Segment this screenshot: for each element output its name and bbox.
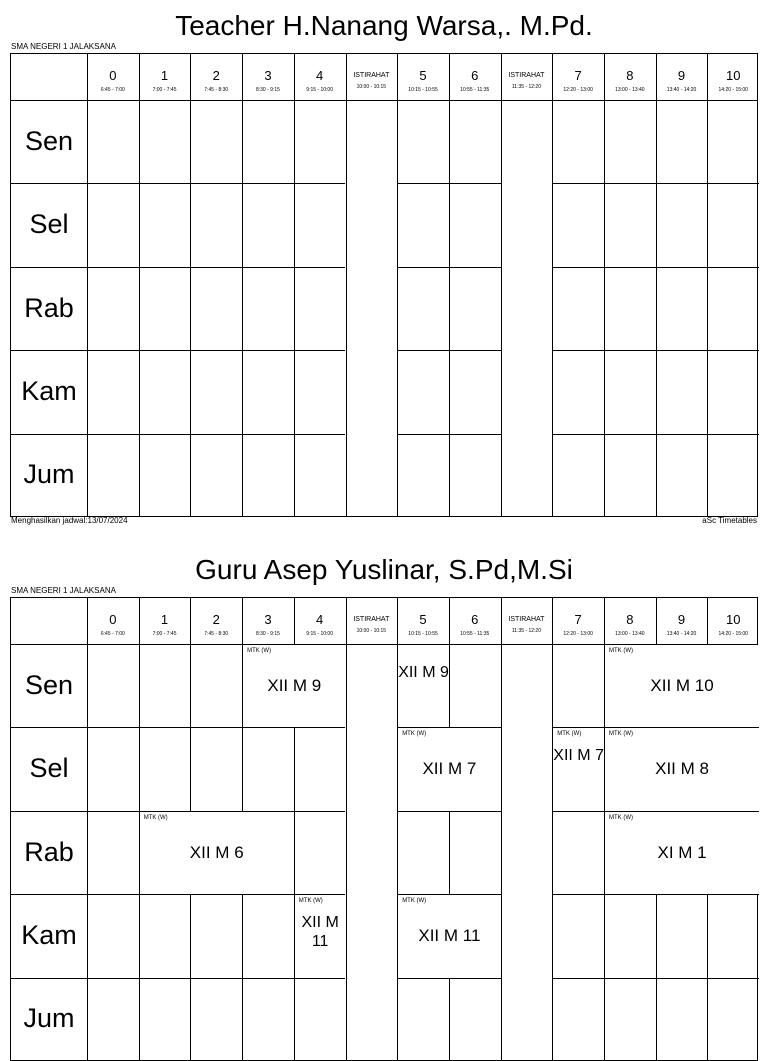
column-divider — [449, 54, 450, 516]
lesson-cell[interactable] — [553, 728, 604, 810]
day-label: Rab — [24, 292, 74, 323]
period-number: 1 — [160, 612, 169, 627]
period-time: 13:00 - 13:40 — [615, 631, 645, 637]
row-divider — [707, 894, 759, 895]
row-divider — [11, 727, 87, 728]
row-divider — [242, 894, 294, 895]
row-divider — [707, 434, 759, 435]
row-divider — [242, 727, 294, 728]
row-divider — [87, 811, 139, 812]
period-time: 6:45 - 7:00 — [100, 631, 125, 637]
period-header — [501, 598, 553, 644]
period-time: 8:30 - 9:15 — [255, 631, 280, 637]
period-header — [87, 54, 139, 100]
row-divider — [87, 894, 139, 895]
period-header — [139, 54, 191, 100]
lesson-subject: MTK (W) — [609, 648, 633, 654]
period-time: 10:55 - 11:35 — [460, 631, 490, 637]
timetable-grid — [10, 597, 758, 1061]
period-header — [449, 598, 501, 644]
lesson-cell[interactable] — [140, 812, 294, 894]
lesson-cell[interactable] — [295, 895, 346, 977]
row-divider — [397, 350, 449, 351]
column-divider — [501, 54, 502, 516]
period-time: 10:15 - 10:55 — [408, 87, 438, 93]
row-divider — [190, 727, 242, 728]
period-header — [604, 598, 656, 644]
column-divider — [87, 54, 88, 516]
period-header — [656, 54, 708, 100]
row-divider — [294, 350, 346, 351]
period-number: 6 — [471, 68, 479, 83]
period-header — [294, 54, 346, 100]
period-header — [190, 54, 242, 100]
period-header — [707, 598, 759, 644]
lesson-subject: MTK (W) — [143, 814, 168, 821]
period-time: 8:30 - 9:15 — [255, 87, 280, 93]
period-header — [707, 54, 759, 100]
period-number: 2 — [212, 68, 220, 83]
period-time: 12:20 - 13:00 — [563, 631, 593, 637]
row-divider — [552, 183, 604, 184]
row-divider — [139, 894, 191, 895]
period-header — [397, 598, 449, 644]
column-divider — [449, 598, 450, 1060]
row-divider — [449, 434, 501, 435]
school-name: SMA NEGERI 1 JALAKSANA — [11, 42, 116, 51]
period-header — [397, 54, 449, 100]
row-divider — [397, 434, 449, 435]
row-divider — [294, 727, 346, 728]
lesson-subject: MTK (W) — [247, 648, 272, 654]
row-divider — [139, 727, 191, 728]
header-divider — [11, 100, 757, 101]
day-label: Kam — [21, 375, 77, 406]
column-divider — [346, 598, 347, 1060]
row-divider — [397, 811, 449, 812]
period-time: 13:40 - 14:20 — [666, 87, 697, 93]
day-label: Sen — [24, 125, 74, 156]
row-divider — [449, 978, 501, 979]
period-number: ISTIRAHAT — [508, 72, 545, 79]
row-divider — [87, 267, 139, 268]
row-divider — [87, 727, 139, 728]
row-divider — [707, 267, 759, 268]
period-number: 9 — [677, 68, 686, 83]
day-label: Sel — [29, 209, 69, 240]
row-divider — [397, 267, 449, 268]
row-divider — [449, 183, 501, 184]
row-divider — [604, 978, 656, 979]
row-divider — [656, 434, 708, 435]
row-divider — [139, 267, 191, 268]
period-time: 7:00 - 7:45 — [152, 87, 177, 93]
lesson-class: XII M 9 — [267, 676, 322, 695]
generated-date: Menghasilkan jadwal:13/07/2024 — [11, 516, 128, 525]
row-divider — [190, 434, 242, 435]
period-number: 0 — [109, 612, 117, 627]
row-divider — [604, 894, 656, 895]
period-header — [604, 54, 656, 100]
row-divider — [11, 811, 87, 812]
row-divider — [294, 434, 346, 435]
lesson-cell[interactable] — [605, 645, 759, 727]
period-number: 3 — [264, 612, 272, 627]
row-divider — [139, 183, 191, 184]
row-divider — [242, 350, 294, 351]
period-header — [346, 54, 398, 100]
row-divider — [11, 183, 87, 184]
row-divider — [11, 350, 87, 351]
period-number: 0 — [109, 68, 117, 83]
period-header — [139, 598, 191, 644]
row-divider — [397, 183, 449, 184]
column-divider — [604, 54, 605, 516]
row-divider — [656, 267, 708, 268]
lesson-cell[interactable] — [398, 645, 449, 727]
period-header — [501, 54, 553, 100]
period-header — [656, 598, 708, 644]
period-number: ISTIRAHAT — [353, 72, 390, 79]
period-time: 11:35 - 12:20 — [511, 84, 541, 90]
period-time: 10:00 - 10:15 — [356, 628, 387, 634]
row-divider — [294, 811, 346, 812]
period-number: 1 — [160, 68, 169, 83]
lesson-cell[interactable] — [398, 728, 500, 810]
lesson-class: XII M 8 — [655, 759, 709, 779]
day-label: Jum — [23, 1003, 75, 1034]
period-number: ISTIRAHAT — [508, 616, 545, 623]
period-time: 10:55 - 11:35 — [460, 87, 490, 93]
row-divider — [190, 183, 242, 184]
column-divider — [552, 54, 553, 516]
row-divider — [242, 267, 294, 268]
period-number: 7 — [574, 612, 582, 627]
lesson-subject: MTK (W) — [402, 898, 427, 905]
row-divider — [87, 350, 139, 351]
row-divider — [707, 978, 759, 979]
timetable-grid — [10, 53, 758, 517]
column-divider — [397, 54, 398, 516]
period-time: 13:00 - 13:40 — [615, 87, 645, 93]
column-divider — [139, 54, 140, 516]
row-divider — [656, 894, 708, 895]
school-name: SMA NEGERI 1 JALAKSANA — [11, 586, 116, 595]
period-time: 7:00 - 7:45 — [152, 631, 177, 637]
row-divider — [604, 350, 656, 351]
period-time: 7:45 - 8:30 — [204, 87, 229, 93]
row-divider — [190, 894, 242, 895]
column-divider — [87, 598, 88, 1060]
period-time: 10:15 - 10:55 — [408, 631, 438, 637]
period-time: 6:45 - 7:00 — [100, 87, 125, 93]
row-divider — [552, 978, 604, 979]
column-divider — [190, 54, 191, 516]
lesson-class: XII M 7 — [422, 759, 477, 779]
row-divider — [656, 183, 708, 184]
lesson-subject: MTK (W) — [298, 898, 323, 905]
period-header — [87, 598, 139, 644]
period-number: 4 — [316, 612, 324, 627]
lesson-class: XI M 1 — [657, 842, 707, 862]
row-divider — [11, 978, 87, 979]
row-divider — [190, 267, 242, 268]
lesson-subject: MTK (W) — [609, 814, 633, 821]
period-time: 14:20 - 15:00 — [718, 631, 748, 637]
period-header — [190, 598, 242, 644]
row-divider — [656, 978, 708, 979]
timetable-title: Teacher H.Nanang Warsa,. M.Pd. — [175, 10, 593, 41]
row-divider — [242, 978, 294, 979]
day-label: Kam — [21, 919, 77, 950]
period-number: 5 — [419, 612, 427, 627]
row-divider — [552, 894, 604, 895]
row-divider — [11, 434, 87, 435]
column-divider — [656, 54, 657, 516]
row-divider — [449, 267, 501, 268]
row-divider — [242, 434, 294, 435]
period-number: 6 — [471, 612, 479, 627]
period-header — [294, 598, 346, 644]
row-divider — [87, 978, 139, 979]
day-label: Sel — [29, 753, 69, 784]
row-divider — [139, 434, 191, 435]
period-time: 11:35 - 12:20 — [511, 628, 541, 634]
period-header — [449, 54, 501, 100]
column-divider — [501, 598, 502, 1060]
period-time: 10:00 - 10:15 — [356, 84, 387, 90]
period-number: 8 — [626, 68, 634, 83]
lesson-cell[interactable] — [243, 645, 345, 727]
row-divider — [11, 894, 87, 895]
row-divider — [552, 350, 604, 351]
period-number: 10 — [726, 68, 741, 83]
row-divider — [604, 183, 656, 184]
column-divider — [707, 54, 708, 516]
row-divider — [294, 183, 346, 184]
lesson-class: XII M 11 — [418, 926, 481, 946]
row-divider — [294, 978, 346, 979]
period-number: 5 — [419, 68, 427, 83]
lesson-class: XII M 10 — [650, 676, 714, 695]
lesson-cell[interactable] — [605, 812, 759, 894]
lesson-class: XII M 9 — [398, 664, 449, 681]
app-credit: aSc Timetables — [702, 516, 757, 525]
day-label: Jum — [23, 459, 75, 490]
row-divider — [449, 350, 501, 351]
row-divider — [552, 434, 604, 435]
period-time: 7:45 - 8:30 — [204, 631, 229, 637]
period-time: 13:40 - 14:20 — [666, 631, 697, 637]
column-divider — [242, 54, 243, 516]
lesson-class: XII M 6 — [189, 842, 244, 862]
period-time: 9:15 - 10:00 — [306, 631, 333, 637]
period-number: 7 — [574, 68, 582, 83]
lesson-subject: MTK (W) — [557, 731, 582, 738]
column-divider — [552, 598, 553, 1060]
row-divider — [87, 434, 139, 435]
row-divider — [552, 811, 604, 812]
period-time: 12:20 - 13:00 — [563, 87, 593, 93]
row-divider — [656, 350, 708, 351]
row-divider — [449, 811, 501, 812]
lesson-cell[interactable] — [398, 895, 500, 977]
row-divider — [139, 350, 191, 351]
period-number: 3 — [264, 68, 272, 83]
lesson-cell[interactable] — [605, 728, 759, 810]
period-header — [242, 54, 294, 100]
period-header — [346, 598, 398, 644]
column-divider — [294, 54, 295, 516]
lesson-class: XII M 11 — [301, 914, 339, 951]
period-number: 4 — [316, 68, 324, 83]
row-divider — [707, 183, 759, 184]
period-time: 9:15 - 10:00 — [306, 87, 333, 93]
row-divider — [552, 267, 604, 268]
period-header — [552, 54, 604, 100]
period-header — [552, 598, 604, 644]
period-time: 14:20 - 15:00 — [718, 87, 748, 93]
row-divider — [87, 183, 139, 184]
lesson-subject: MTK (W) — [402, 731, 427, 738]
row-divider — [190, 350, 242, 351]
day-label: Sen — [24, 669, 74, 700]
day-label: Rab — [24, 836, 74, 867]
period-number: 10 — [726, 612, 741, 627]
row-divider — [604, 267, 656, 268]
row-divider — [707, 350, 759, 351]
column-divider — [346, 54, 347, 516]
row-divider — [397, 978, 449, 979]
row-divider — [139, 978, 191, 979]
period-number: 2 — [212, 612, 220, 627]
row-divider — [242, 183, 294, 184]
period-number: ISTIRAHAT — [353, 616, 390, 623]
timetable-title: Guru Asep Yuslinar, S.Pd,M.Si — [195, 554, 573, 585]
row-divider — [190, 978, 242, 979]
period-header — [242, 598, 294, 644]
period-number: 9 — [677, 612, 686, 627]
lesson-class: XII M 7 — [553, 747, 604, 765]
lesson-subject: MTK (W) — [609, 731, 633, 738]
row-divider — [294, 267, 346, 268]
row-divider — [604, 434, 656, 435]
period-number: 8 — [626, 612, 634, 627]
row-divider — [11, 267, 87, 268]
